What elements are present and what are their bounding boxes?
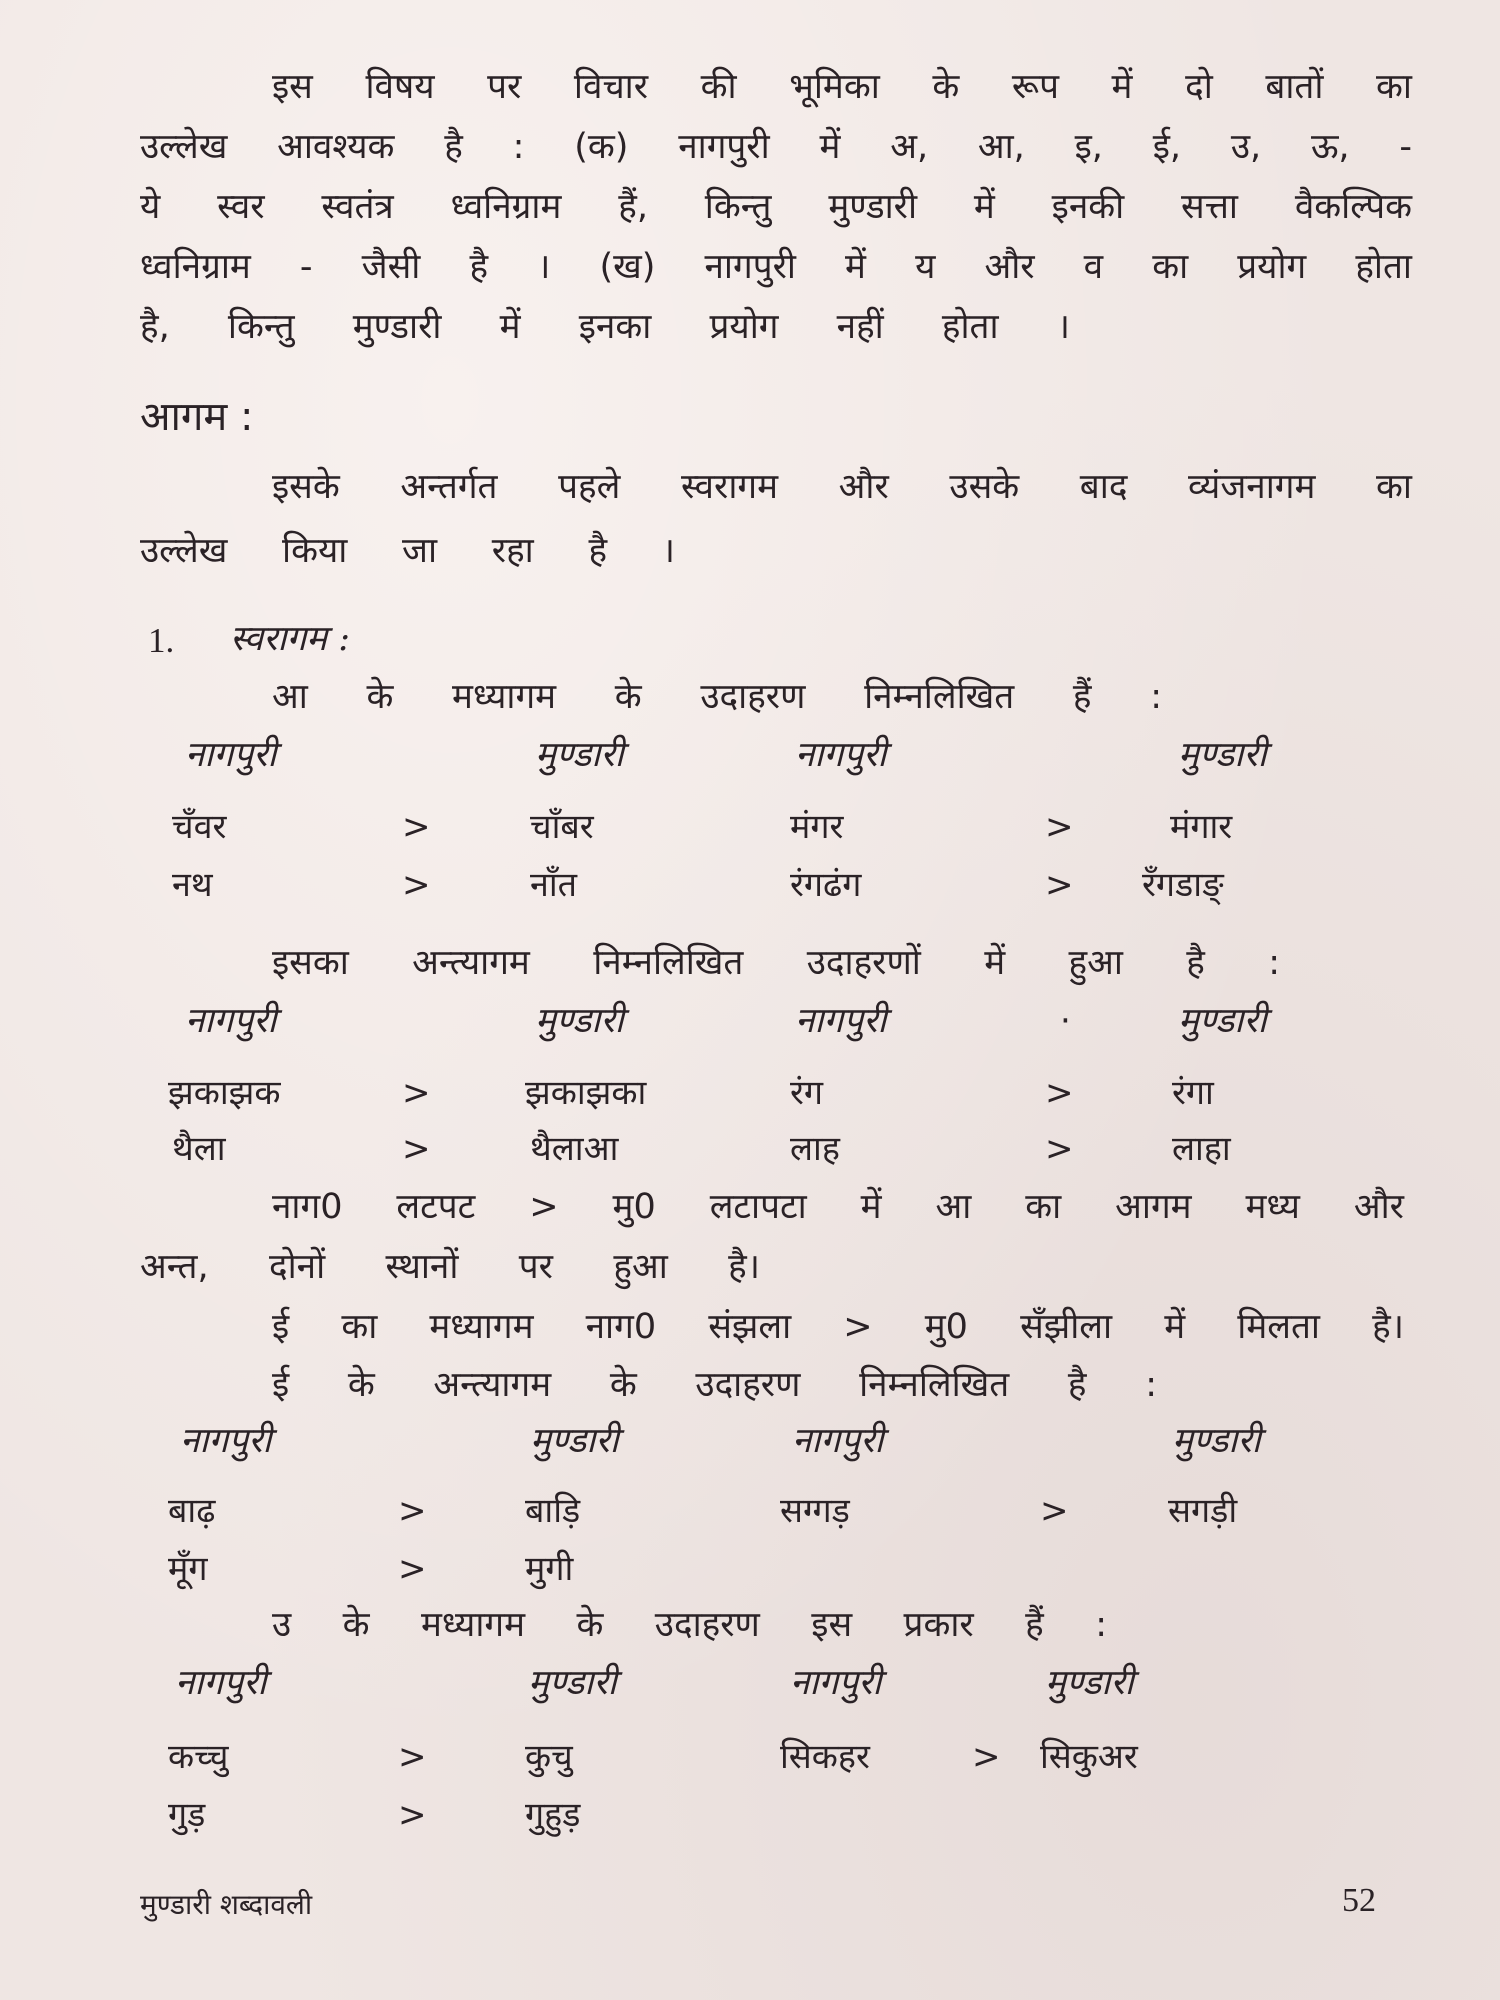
section-number: 1. xyxy=(148,621,175,660)
table-cell: रंगढंग xyxy=(790,865,862,905)
col-header: नागपुरी xyxy=(795,1001,887,1041)
aa-madhya-intro: आ के मध्यागम के उदाहरण निम्नलिखित हैं : xyxy=(272,677,1162,717)
latpat-line-2: अन्त, दोनों स्थानों पर हुआ है। xyxy=(140,1247,760,1287)
agam-line-1: इसके अन्तर्गत पहले स्वरागम और उसके बाद व्यंजनागम का xyxy=(272,467,1412,507)
table-cell: थैलाआ xyxy=(530,1129,619,1169)
arrow-sign: > xyxy=(402,807,431,847)
intro-line-5: है, किन्तु मुण्डारी में इनका प्रयोग नहीं होता । xyxy=(140,307,1070,347)
table-cell: नथ xyxy=(172,865,213,905)
table-cell: बाड़ि xyxy=(525,1491,581,1531)
aa-antya-intro: इसका अन्त्यागम निम्नलिखित उदाहरणों में हुआ है : xyxy=(272,943,1280,983)
table-cell: चाँबर xyxy=(530,807,594,847)
agam-heading: आगम : xyxy=(140,394,254,440)
table-cell: झकाझक xyxy=(168,1073,281,1113)
col-header: मुण्डारी xyxy=(530,1421,619,1461)
arrow-sign: > xyxy=(1045,1129,1074,1169)
table-cell: सगड़ी xyxy=(1168,1491,1238,1531)
table-cell: रंगा xyxy=(1172,1073,1214,1113)
table-cell: सिकहर xyxy=(780,1737,870,1777)
ii-antya-intro: ई के अन्त्यागम के उदाहरण निम्नलिखित है : xyxy=(272,1365,1157,1405)
table-cell: गुहुड़ xyxy=(525,1795,581,1835)
table-cell: मुगी xyxy=(525,1549,574,1589)
stray-mark: · xyxy=(1060,1001,1071,1041)
table-cell: रंग xyxy=(790,1073,824,1113)
intro-line-1: इस विषय पर विचार की भूमिका के रूप में दो बातों का xyxy=(272,67,1412,107)
table-cell: झकाझका xyxy=(525,1073,647,1113)
table-cell: सिकुअर xyxy=(1040,1737,1138,1777)
col-header: मुण्डारी xyxy=(528,1663,617,1703)
arrow-sign: > xyxy=(398,1549,427,1589)
ii-madhya-line: ई का मध्यागम नाग0 संझला > मु0 सँझीला में मिलता है। xyxy=(272,1307,1404,1347)
table-cell: रँगडाङ् xyxy=(1142,865,1224,905)
arrow-sign: > xyxy=(972,1737,1001,1777)
table-cell: मूँग xyxy=(168,1549,208,1589)
table-cell: बाढ़ xyxy=(168,1491,216,1531)
col-header: मुण्डारी xyxy=(535,735,624,775)
col-header: नागपुरी xyxy=(180,1421,272,1461)
table-cell: गुड़ xyxy=(168,1795,206,1835)
arrow-sign: > xyxy=(398,1737,427,1777)
intro-line-3: ये स्वर स्वतंत्र ध्वनिग्राम हैं, किन्तु मुण्डारी में इनकी सत्ता वैकल्पिक xyxy=(140,187,1412,227)
intro-line-4: ध्वनिग्राम - जैसी है । (ख) नागपुरी में य और व का प्रयोग होता xyxy=(140,247,1412,287)
col-header: नागपुरी xyxy=(185,1001,277,1041)
col-header: नागपुरी xyxy=(792,1421,884,1461)
arrow-sign: > xyxy=(1045,865,1074,905)
col-header: मुण्डारी xyxy=(1045,1663,1134,1703)
col-header: नागपुरी xyxy=(185,735,277,775)
arrow-sign: > xyxy=(1045,1073,1074,1113)
col-header: मुण्डारी xyxy=(1172,1421,1261,1461)
col-header: मुण्डारी xyxy=(1178,1001,1267,1041)
section-title: स्वरागम : xyxy=(230,619,351,659)
table-cell: नाँत xyxy=(530,865,578,905)
latpat-line-1: नाग0 लटपट > मु0 लटापटा में आ का आगम मध्य और xyxy=(272,1187,1404,1227)
col-header: मुण्डारी xyxy=(1178,735,1267,775)
arrow-sign: > xyxy=(1045,807,1074,847)
arrow-sign: > xyxy=(402,865,431,905)
col-header: मुण्डारी xyxy=(535,1001,624,1041)
table-cell: लाहा xyxy=(1172,1129,1231,1169)
running-footer-title: मुण्डारी शब्दावली xyxy=(140,1888,313,1921)
col-header: नागपुरी xyxy=(795,735,887,775)
table-cell: मंगार xyxy=(1170,807,1233,847)
arrow-sign: > xyxy=(402,1129,431,1169)
col-header: नागपुरी xyxy=(175,1663,267,1703)
table-cell: चँवर xyxy=(172,807,227,847)
col-header: नागपुरी xyxy=(790,1663,882,1703)
arrow-sign: > xyxy=(402,1073,431,1113)
arrow-sign: > xyxy=(398,1795,427,1835)
page-number: 52 xyxy=(1342,1882,1376,1919)
table-cell: कुचु xyxy=(525,1737,573,1777)
table-cell: मंगर xyxy=(790,807,844,847)
table-cell: थैला xyxy=(172,1129,226,1169)
intro-line-2: उल्लेख आवश्यक है : (क) नागपुरी में अ, आ, इ, ई, उ, ऊ, - xyxy=(140,127,1412,167)
arrow-sign: > xyxy=(1040,1491,1069,1531)
agam-line-2: उल्लेख किया जा रहा है । xyxy=(140,531,675,571)
table-cell: सग्गड़ xyxy=(780,1491,850,1531)
table-cell: लाह xyxy=(790,1129,840,1169)
u-madhya-intro: उ के मध्यागम के उदाहरण इस प्रकार हैं : xyxy=(272,1605,1107,1645)
arrow-sign: > xyxy=(398,1491,427,1531)
table-cell: कच्चु xyxy=(168,1737,229,1777)
